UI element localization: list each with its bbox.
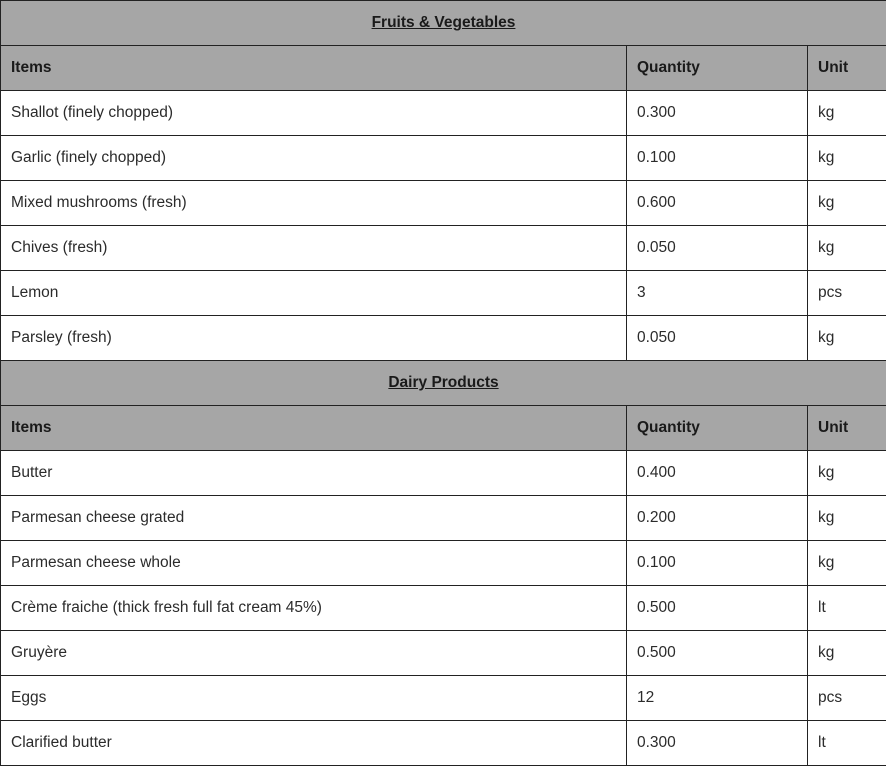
table-row <box>1 451 886 496</box>
item-quantity: 0.300 <box>627 721 808 766</box>
table-row <box>1 496 886 541</box>
item-unit: kg <box>808 631 886 676</box>
item-quantity: 0.100 <box>627 136 808 181</box>
section-header-dairy-products <box>1 361 886 406</box>
item-unit: kg <box>808 541 886 586</box>
item-unit: kg <box>808 496 886 541</box>
item-name: Clarified butter <box>1 721 627 766</box>
table-row <box>1 316 886 361</box>
column-header-quantity: Quantity <box>627 406 808 451</box>
column-header-row <box>1 46 886 91</box>
item-name: Butter <box>1 451 627 496</box>
column-header-unit: Unit <box>808 46 886 91</box>
item-quantity: 0.500 <box>627 631 808 676</box>
table-row <box>1 181 886 226</box>
item-quantity: 0.600 <box>627 181 808 226</box>
section-title: Dairy Products <box>1 361 886 406</box>
table-row <box>1 631 886 676</box>
table-row <box>1 271 886 316</box>
item-unit: kg <box>808 91 886 136</box>
item-quantity: 0.200 <box>627 496 808 541</box>
column-header-items: Items <box>1 46 627 91</box>
item-quantity: 0.100 <box>627 541 808 586</box>
item-name: Crème fraiche (thick fresh full fat cream 45%) <box>1 586 627 631</box>
column-header-unit: Unit <box>808 406 886 451</box>
item-name: Parmesan cheese whole <box>1 541 627 586</box>
item-name: Garlic (finely chopped) <box>1 136 627 181</box>
item-quantity: 0.300 <box>627 91 808 136</box>
item-unit: pcs <box>808 271 886 316</box>
item-unit: kg <box>808 226 886 271</box>
item-unit: kg <box>808 136 886 181</box>
item-quantity: 12 <box>627 676 808 721</box>
item-name: Shallot (finely chopped) <box>1 91 627 136</box>
item-unit: pcs <box>808 676 886 721</box>
item-unit: kg <box>808 316 886 361</box>
item-name: Eggs <box>1 676 627 721</box>
column-header-row <box>1 406 886 451</box>
item-name: Chives (fresh) <box>1 226 627 271</box>
table-row <box>1 676 886 721</box>
item-quantity: 0.400 <box>627 451 808 496</box>
item-unit: lt <box>808 586 886 631</box>
item-name: Mixed mushrooms (fresh) <box>1 181 627 226</box>
table-row <box>1 91 886 136</box>
item-quantity: 3 <box>627 271 808 316</box>
item-quantity: 0.500 <box>627 586 808 631</box>
table-row <box>1 541 886 586</box>
item-name: Gruyère <box>1 631 627 676</box>
item-quantity: 0.050 <box>627 316 808 361</box>
table-row <box>1 226 886 271</box>
table-row <box>1 586 886 631</box>
table-row <box>1 136 886 181</box>
table-row <box>1 721 886 766</box>
item-name: Parsley (fresh) <box>1 316 627 361</box>
section-header-fruits-vegetables <box>1 1 886 46</box>
item-unit: kg <box>808 451 886 496</box>
item-quantity: 0.050 <box>627 226 808 271</box>
item-unit: lt <box>808 721 886 766</box>
section-title: Fruits & Vegetables <box>1 1 886 46</box>
column-header-quantity: Quantity <box>627 46 808 91</box>
column-header-items: Items <box>1 406 627 451</box>
item-name: Parmesan cheese grated <box>1 496 627 541</box>
item-name: Lemon <box>1 271 627 316</box>
item-unit: kg <box>808 181 886 226</box>
